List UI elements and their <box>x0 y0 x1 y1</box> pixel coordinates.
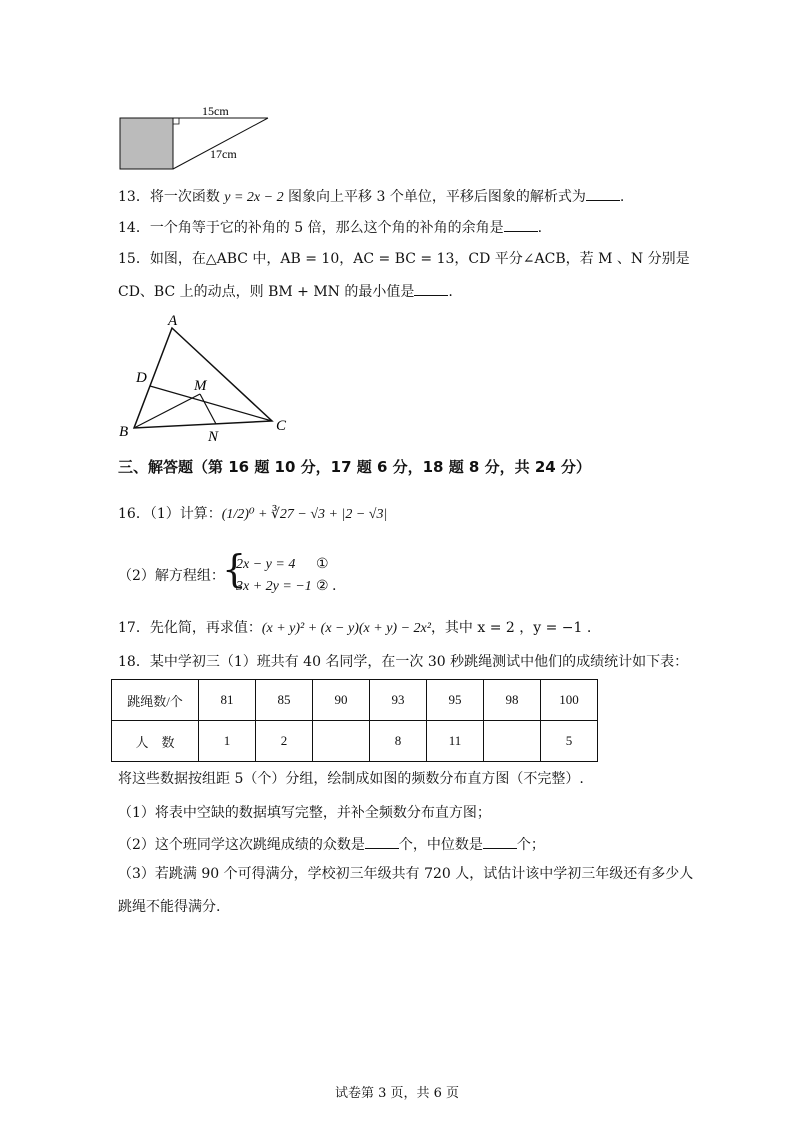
table-cell: 1 <box>199 721 256 762</box>
table-cell: 93 <box>370 680 427 721</box>
label-D: D <box>136 370 147 386</box>
question-13: 13．将一次函数 y = 2x − 2 图象向上平移 3 个单位，平移后图象的解析式为 . <box>118 186 624 208</box>
question-14: 14．一个角等于它的补角的 5 倍，那么这个角的补角的余角是 . <box>118 217 542 238</box>
answer-blank[interactable] <box>504 217 538 232</box>
question-16-part2-label: （2）解方程组： <box>118 568 225 584</box>
label-15cm: 15cm <box>202 104 229 118</box>
label-A: A <box>168 313 178 329</box>
table-cell: 100 <box>541 680 598 721</box>
figure-square-triangle <box>110 100 280 172</box>
table-cell: 81 <box>199 680 256 721</box>
table-cell: 95 <box>427 680 484 721</box>
equation-2: 3x + 2y = −1 ② . <box>236 578 337 594</box>
table-cell: 90 <box>313 680 370 721</box>
question-17: 17．先化简，再求值：(x + y)² + (x − y)(x + y) − 2x²，其中 x = 2 ，y = −1 . <box>118 620 592 636</box>
answer-blank[interactable] <box>365 834 399 849</box>
equation-1: 2x − y = 4 ① <box>236 556 329 572</box>
label-M: M <box>194 378 207 394</box>
q16-expression: (1/2)⁰ + ∛27 − √3 + |2 − √3| <box>221 507 388 522</box>
equation-brace: { <box>222 547 247 591</box>
q13-function: y = 2x − 2 <box>224 190 284 205</box>
table-cell: 11 <box>427 721 484 762</box>
table-cell: 98 <box>484 680 541 721</box>
question-15-line1: 15．如图，在△ABC 中，AB = 10，AC = BC = 13，CD 平分∠ACB，若 M 、N 分别是 <box>118 251 690 267</box>
question-18-sub3-line2: 跳绳不能得满分. <box>118 899 221 915</box>
table-cell: 5 <box>541 721 598 762</box>
table-cell-blank[interactable] <box>484 721 541 762</box>
table-cell: 85 <box>256 680 313 721</box>
figure-triangle-abc <box>112 308 302 448</box>
answer-blank[interactable] <box>586 186 620 201</box>
question-18-sub3-line1: （3）若跳满 90 个可得满分，学校初三年级共有 720 人，试估计该中学初三年级还有多少人 <box>118 866 694 882</box>
score-table <box>111 679 598 762</box>
page-footer: 试卷第 3 页，共 6 页 <box>334 1086 460 1101</box>
section-heading: 三、解答题（第 16 题 10 分，17 题 6 分，18 题 8 分，共 24 分） <box>118 458 591 476</box>
table-row-label: 人 数 <box>112 721 199 762</box>
question-18-sub1: （1）将表中空缺的数据填写完整，并补全频数分布直方图； <box>118 805 491 821</box>
question-18-note: 将这些数据按组距 5（个）分组，绘制成如图的频数分布直方图（不完整）. <box>118 771 584 787</box>
question-18-intro: 18．某中学初三（1）班共有 40 名同学，在一次 30 秒跳绳测试中他们的成绩统计如下表： <box>118 654 689 670</box>
label-C: C <box>276 418 287 434</box>
answer-blank[interactable] <box>483 834 517 849</box>
table-row <box>112 680 598 721</box>
label-17cm: 17cm <box>210 147 237 161</box>
question-18-sub2: （2）这个班同学这次跳绳成绩的众数是 个，中位数是 个； <box>118 834 545 855</box>
table-header-label: 跳绳数/个 <box>112 680 199 721</box>
label-N: N <box>208 429 219 445</box>
question-16-part1: 16．（1）计算：(1/2)⁰ + ∛27 − √3 + |2 − √3| <box>118 506 388 522</box>
table-cell: 8 <box>370 721 427 762</box>
table-row <box>112 721 598 762</box>
table-cell-blank[interactable] <box>313 721 370 762</box>
table-cell: 2 <box>256 721 313 762</box>
q17-expression: (x + y)² + (x − y)(x + y) − 2x² <box>261 621 431 636</box>
answer-blank[interactable] <box>414 281 448 296</box>
question-15-line2: CD、BC 上的动点，则 BM + MN 的最小值是 . <box>118 281 453 302</box>
label-B: B <box>119 424 129 440</box>
gray-square <box>120 118 173 169</box>
